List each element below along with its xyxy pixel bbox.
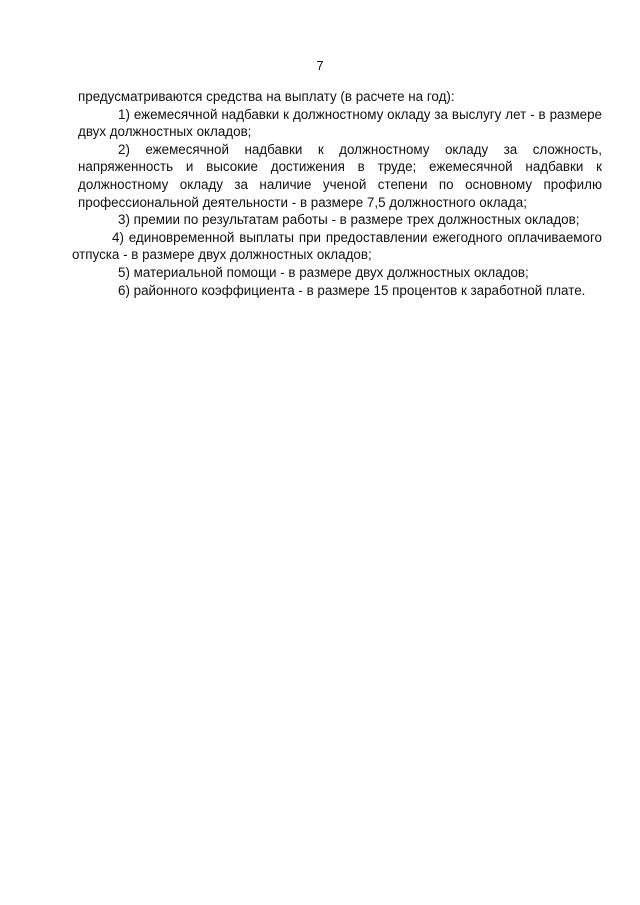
- page-number: 7: [316, 58, 324, 73]
- list-item-4: 4) единовременной выплаты при предоставлении ежегодного оплачиваемого отпуска - в размере двух должностных окладов;: [72, 229, 602, 263]
- list-item-6: 6) районного коэффициента - в размере 15 процентов к заработной плате.: [118, 282, 586, 298]
- document-body: [72, 88, 602, 299]
- intro-paragraph: предусматриваются средства на выплату (в расчете на год):: [78, 89, 455, 104]
- list-item-5: 5) материальной помощи - в размере двух должностных окладов;: [118, 264, 529, 280]
- list-item-1: 1) ежемесячной надбавки к должностному окладу за выслугу лет - в размере двух должностных окладов;: [78, 106, 602, 140]
- list-item-3: 3) премии по результатам работы - в размере трех должностных окладов;: [118, 212, 580, 228]
- list-item-2: 2) ежемесячной надбавки к должностному окладу за сложность, напряженность и высокие достижения в труде; ежемесячной надбавки к должностному окладу за наличие ученой степени по основному профилю профессиональной деятельности - в размере 7,5 должностного оклада;: [78, 141, 602, 210]
